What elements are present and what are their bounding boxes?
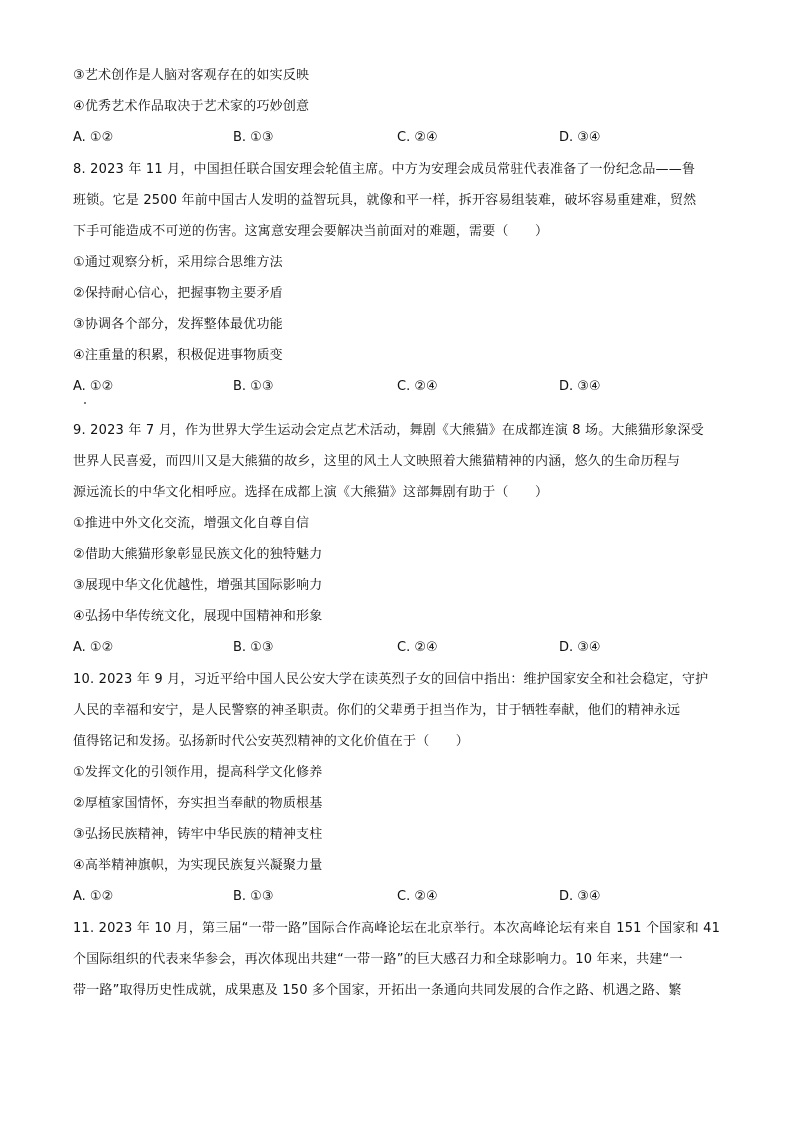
q9-choice-b: B. ①③ xyxy=(233,640,274,655)
scan-dot-mark xyxy=(84,402,86,404)
q10-option-3: ③弘扬民族精神，铸牢中华民族的精神支柱 xyxy=(73,827,323,842)
q11-stem-line-3: 带一路”取得历史性成就，成果惠及 150 多个国家，开拓出一条通向共同发展的合作之路、机遇之路、繁 xyxy=(73,983,682,998)
q7-answer-choices xyxy=(73,129,733,147)
q9-option-1: ①推进中外文化交流，增强文化自尊自信 xyxy=(73,516,310,531)
q10-choice-b: B. ①③ xyxy=(233,889,274,904)
q7-choice-b: B. ①③ xyxy=(233,130,274,145)
q7-choice-d: D. ③④ xyxy=(559,130,601,145)
q8-choice-c: C. ②④ xyxy=(397,379,438,394)
q10-option-4: ④高举精神旗帜，为实现民族复兴凝聚力量 xyxy=(73,858,323,873)
q8-stem-line-1: 8. 2023 年 11 月，中国担任联合国安理会轮值主席。中方为安理会成员常驻代表准备了一份纪念品——鲁 xyxy=(73,162,696,177)
q8-option-4: ④注重量的积累，积极促进事物质变 xyxy=(73,348,283,363)
q11-stem-line-2: 个国际组织的代表来华参会，再次体现出共建“一带一路”的巨大感召力和全球影响力。10 年来，共建“一 xyxy=(73,952,683,967)
q9-option-3: ③展现中华文化优越性，增强其国际影响力 xyxy=(73,578,323,593)
q9-stem-line-2: 世界人民喜爱，而四川又是大熊猫的故乡，这里的风土人文映照着大熊猫精神的内涵，悠久的生命历程与 xyxy=(73,454,681,469)
q9-stem-line-1: 9. 2023 年 7 月，作为世界大学生运动会定点艺术活动，舞剧《大熊猫》在成都连演 8 场。大熊猫形象深受 xyxy=(73,423,704,438)
q8-option-2: ②保持耐心信心，把握事物主要矛盾 xyxy=(73,286,283,301)
q9-stem-line-3: 源远流长的中华文化相呼应。选择在成都上演《大熊猫》这部舞剧有助于（ ） xyxy=(73,485,549,500)
q10-stem-line-3: 值得铭记和发扬。弘扬新时代公安英烈精神的文化价值在于（ ） xyxy=(73,734,470,749)
q8-choice-b: B. ①③ xyxy=(233,379,274,394)
q9-choice-a: A. ①② xyxy=(73,640,114,655)
q10-choice-a: A. ①② xyxy=(73,889,114,904)
q8-stem-line-3: 下手可能造成不可逆的伤害。这寓意安理会要解决当前面对的难题，需要（ ） xyxy=(73,224,549,239)
q10-option-2: ②厚植家国情怀，夯实担当奉献的物质根基 xyxy=(73,796,323,811)
q8-choice-d: D. ③④ xyxy=(559,379,601,394)
q10-stem-line-2: 人民的幸福和安宁，是人民警察的神圣职责。你们的父辈勇于担当作为，甘于牺牲奉献，他们的精神永远 xyxy=(73,703,681,718)
q10-choice-c: C. ②④ xyxy=(397,889,438,904)
q8-stem-line-2: 班锁。它是 2500 年前中国古人发明的益智玩具，就像和平一样，拆开容易组装难，破坏容易重建难，贸然 xyxy=(73,193,697,208)
q10-option-1: ①发挥文化的引领作用，提高科学文化修养 xyxy=(73,765,323,780)
q9-option-2: ②借助大熊猫形象彰显民族文化的独特魅力 xyxy=(73,547,323,562)
q8-answer-choices xyxy=(73,378,733,396)
q9-answer-choices xyxy=(73,639,733,657)
q9-choice-d: D. ③④ xyxy=(559,640,601,655)
q8-option-1: ①通过观察分析，采用综合思维方法 xyxy=(73,255,283,270)
q10-answer-choices xyxy=(73,888,733,906)
q7-option-4: ④优秀艺术作品取决于艺术家的巧妙创意 xyxy=(73,99,310,114)
q8-choice-a: A. ①② xyxy=(73,379,114,394)
q10-stem-line-1: 10. 2023 年 9 月，习近平给中国人民公安大学在读英烈子女的回信中指出：维护国家安全和社会稳定，守护 xyxy=(73,672,709,687)
q9-option-4: ④弘扬中华传统文化，展现中国精神和形象 xyxy=(73,609,323,624)
q10-choice-d: D. ③④ xyxy=(559,889,601,904)
q7-choice-c: C. ②④ xyxy=(397,130,438,145)
q7-option-3: ③艺术创作是人脑对客观存在的如实反映 xyxy=(73,68,310,83)
q7-choice-a: A. ①② xyxy=(73,130,114,145)
q9-choice-c: C. ②④ xyxy=(397,640,438,655)
q11-stem-line-1: 11. 2023 年 10 月，第三届“一带一路”国际合作高峰论坛在北京举行。本次高峰论坛有来自 151 个国家和 41 xyxy=(73,921,721,936)
q8-option-3: ③协调各个部分，发挥整体最优功能 xyxy=(73,317,283,332)
